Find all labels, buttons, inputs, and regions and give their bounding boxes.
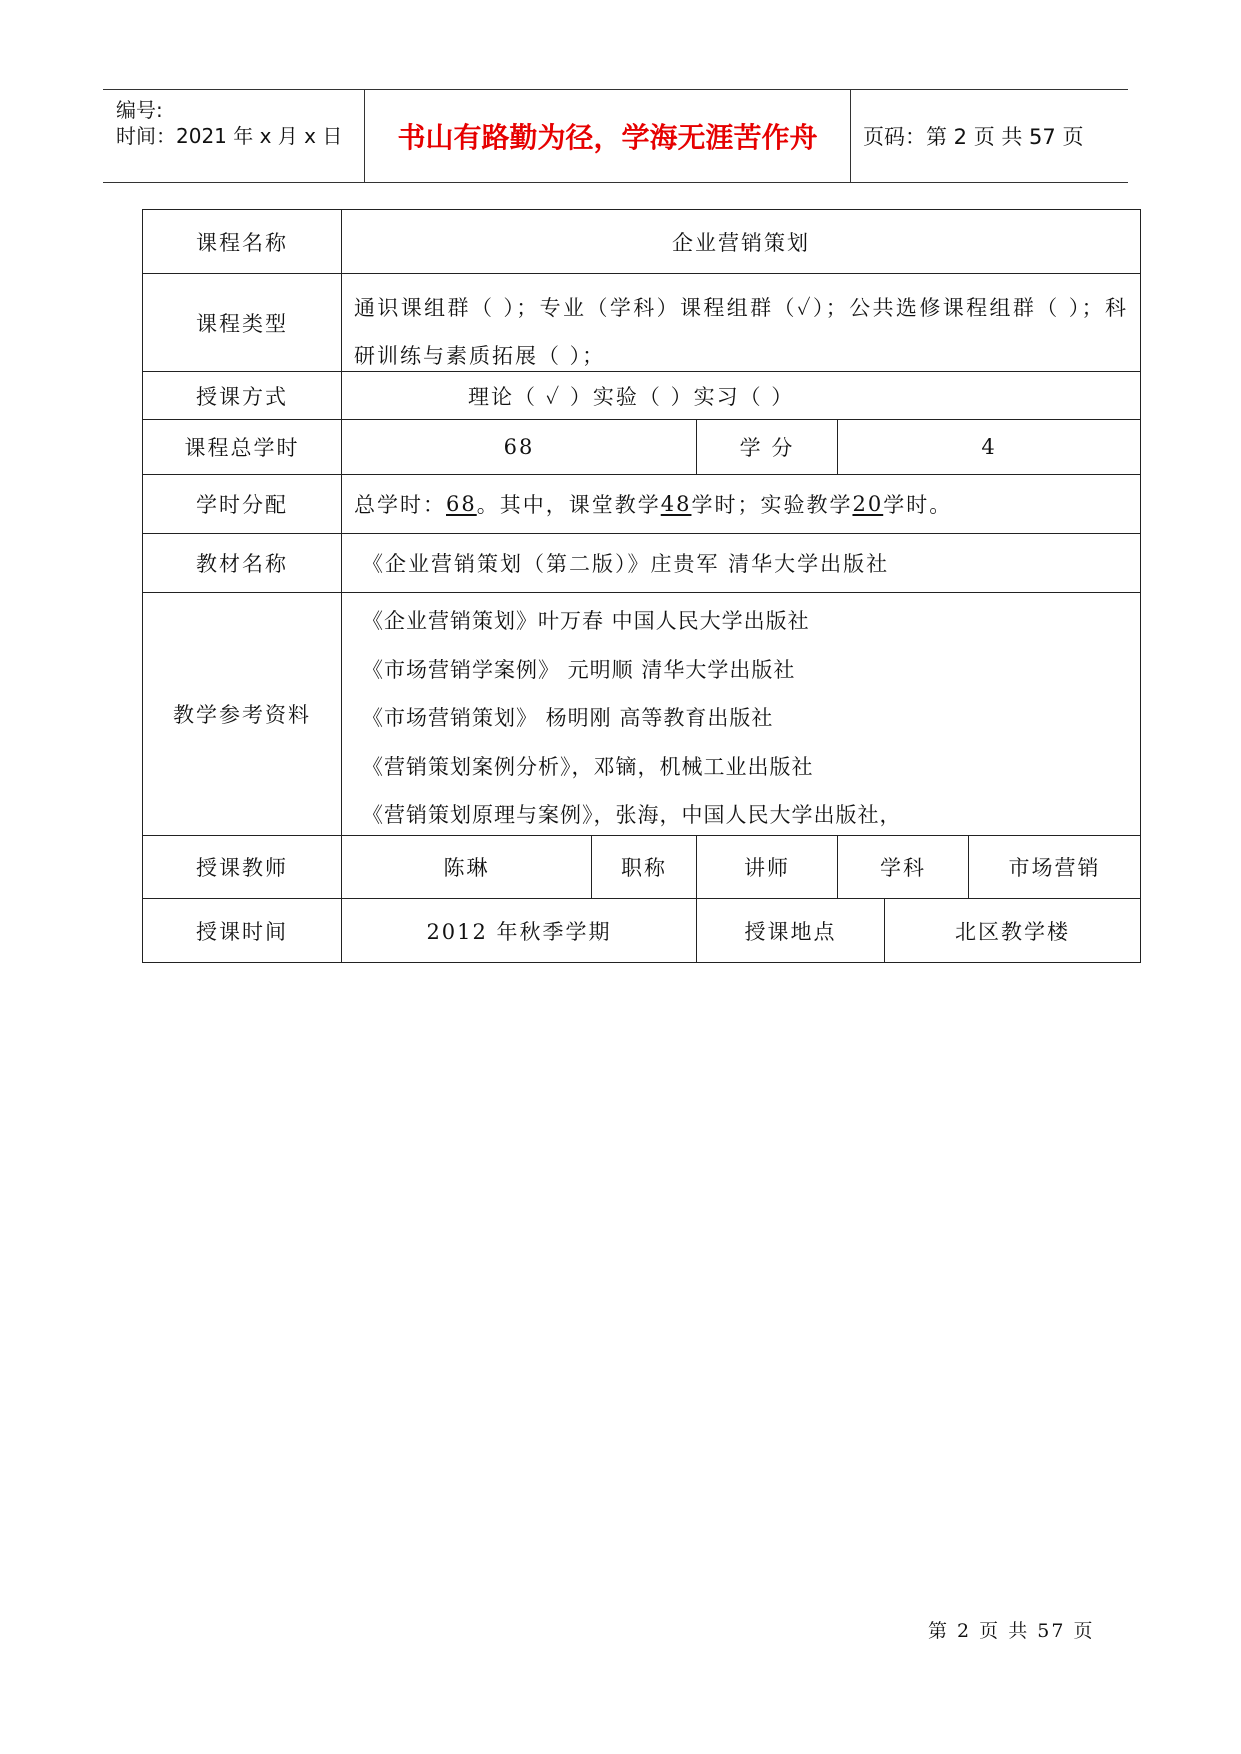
schedule-label: 授课时间 [143, 899, 342, 962]
title-value: 讲师 [697, 836, 838, 898]
subject-label: 学科 [838, 836, 969, 898]
hours-dist-prefix: 总学时： [354, 493, 446, 517]
teacher-label: 授课教师 [143, 836, 342, 898]
page-footer: 第 2 页 共 57 页 [928, 1620, 1095, 1642]
reference-item: 《市场营销学案例》 元明顺 清华大学出版社 [362, 657, 796, 682]
references-label: 教学参考资料 [143, 593, 342, 835]
title-label: 职称 [592, 836, 697, 898]
credit-label: 学 分 [697, 420, 838, 474]
row-teaching-mode [143, 372, 1140, 420]
place-value: 北区教学楼 [955, 919, 1070, 944]
row-schedule [143, 899, 1140, 962]
row-course-type [143, 274, 1140, 372]
number-label: 编号: [116, 98, 163, 122]
document-header [103, 89, 1128, 183]
course-info-table [142, 209, 1141, 963]
row-textbook [143, 534, 1140, 593]
hours-dist-mid1: 。其中，课堂教学 [476, 493, 661, 517]
hours-dist-mid2: 学时；实验教学 [691, 493, 853, 517]
course-type-value: 通识课组群（ ）；专业（学科）课程组群（✓）；公共选修课程组群（ ）；科研训练与素质拓展（ ）； [354, 296, 1128, 368]
total-hours-label: 课程总学时 [143, 420, 342, 474]
reference-item: 《企业营销策划》叶万春 中国人民大学出版社 [362, 609, 810, 633]
header-motto: 书山有路勤为径，学海无涯苦作舟 [365, 90, 851, 182]
hours-dist-class: 48 [660, 492, 692, 516]
reference-item: 《营销策划原理与案例》，张海，中国人民大学出版社， [362, 803, 902, 827]
teaching-mode-value: 理论（ ✓ ）实验（ ）实习（ ） [468, 384, 795, 409]
row-teacher [143, 836, 1140, 899]
teacher-value: 陈琳 [342, 836, 592, 898]
reference-item: 《营销策划案例分析》，邓镝，机械工业出版社 [362, 754, 814, 779]
hours-dist-value [342, 475, 1140, 533]
credit-value: 4 [981, 435, 997, 459]
row-references [143, 593, 1140, 836]
row-hours-distribution [143, 475, 1140, 534]
textbook-value: 《企业营销策划（第二版）》庄贵军 清华大学出版社 [362, 552, 890, 576]
header-meta [103, 90, 365, 182]
textbook-label: 教材名称 [143, 534, 342, 592]
time-label: 时间：2021 年 x 月 x 日 [116, 124, 343, 148]
course-name-value: 企业营销策划 [672, 230, 810, 255]
header-page-info: 页码：第 2 页 共 57 页 [863, 125, 1084, 149]
schedule-value: 2012 年秋季学期 [342, 899, 697, 962]
place-label: 授课地点 [697, 899, 885, 962]
teaching-mode-label: 授课方式 [143, 372, 342, 419]
course-type-label: 课程类型 [143, 274, 342, 371]
references-list [342, 593, 1140, 835]
row-course-name [143, 210, 1140, 274]
hours-dist-total: 68 [446, 492, 477, 516]
total-hours-value: 68 [342, 420, 697, 474]
hours-dist-label: 学时分配 [143, 475, 342, 533]
row-total-hours [143, 420, 1140, 475]
hours-dist-lab: 20 [852, 492, 884, 516]
reference-item: 《市场营销策划》 杨明刚 高等教育出版社 [362, 706, 774, 730]
course-name-label: 课程名称 [143, 210, 342, 273]
hours-dist-suffix: 学时。 [883, 493, 953, 517]
subject-value: 市场营销 [1008, 856, 1101, 880]
